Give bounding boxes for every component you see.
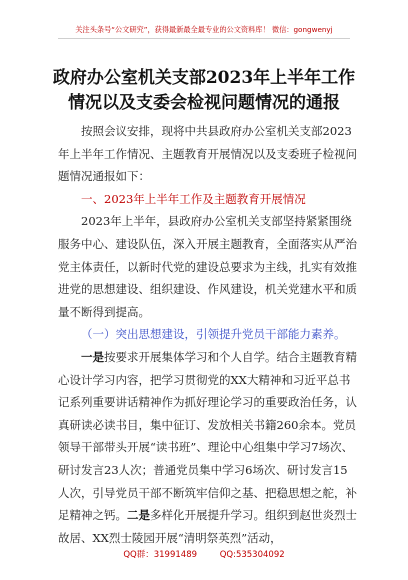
lead-first: 一是 [81, 349, 104, 364]
document-title [40, 66, 368, 116]
section-heading-1: 一、2023年上半年工作及主题教育开展情况 [81, 191, 306, 206]
paragraph-study-text-b: 多样化开展提升学习。组织到赵世炎烈士故居、XX烈士陵园开展“清明祭英烈”活动， [58, 508, 357, 545]
footer-contact [0, 548, 408, 560]
header-banner: 关注头条号“公文研究”，获得最新最全最专业的公文资料库！ 微信：gongwenyj [58, 22, 350, 39]
footer-qq-group: QQ群：31991489 [123, 550, 198, 560]
document-body [58, 120, 358, 549]
title-line-1: 政府办公室机关支部2023年上半年工作 [52, 68, 356, 88]
title-line-2: 情况以及支委会检视问题情况的通报 [68, 93, 340, 113]
paragraph-study-text-a: 按要求开展集体学习和个人自学。结合主题教育精心设计学习内容，把学习贯彻党的XX大精神和习近平总书记系列重要讲话精神作为抓好理论学习的重要政治任务，认真研读必读书目，集中征订、发放相关书籍260余本。党员领导干部带头开展“读书班”、理论中心组集中学习7场次、研讨发言23人次；普通党员集中学习6场次、研讨发言15人次，引导党员干部不断筑牢信仰之基、把稳思想之舵，补足精神之钙。 [58, 349, 357, 523]
lead-second: 二是 [127, 508, 150, 523]
footer-qq: QQ:535304092 [219, 550, 285, 560]
intro-paragraph: 按照会议安排，现将中共县政府办公室机关支部2023年上半年工作情况、主题教育开展情况以及支委班子检视问题情况通报如下： [58, 124, 357, 184]
subsection-heading-1: （一）突出思想建设，引领提升党员干部能力素养。 [81, 327, 346, 342]
section-1-paragraph: 2023年上半年，县政府办公室机关支部坚持紧紧围绕服务中心、建设队伍，深入开展主题教育，全面落实从严治党主体责任，以新时代党的建设总要求为主线，扎实有效推进党的思想建设、组织建设、作风建设，机关党建水平和质量不断得到提高。 [58, 214, 357, 319]
paragraph-study [58, 346, 358, 549]
